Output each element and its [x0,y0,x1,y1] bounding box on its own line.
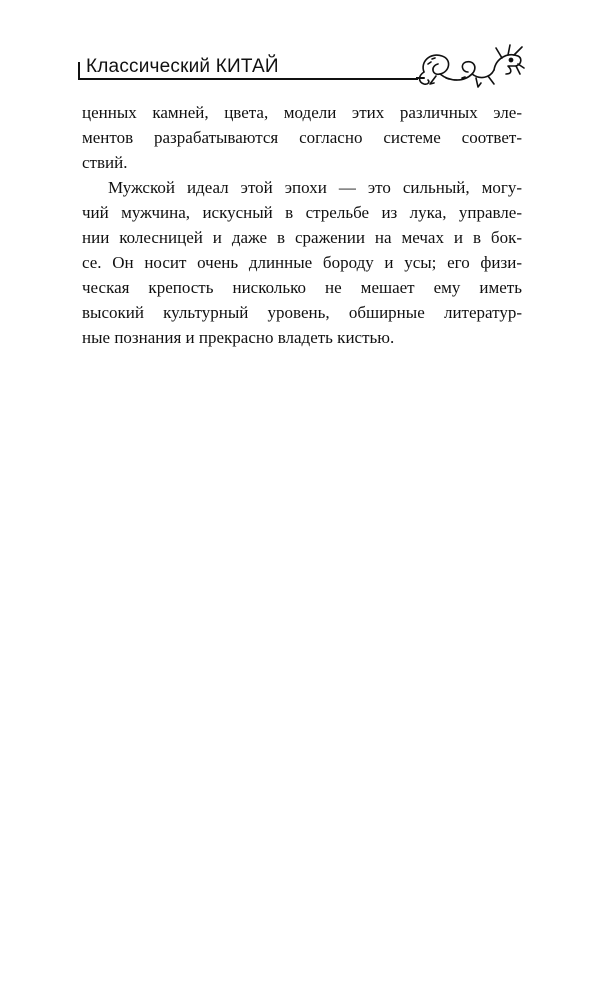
text-line: Мужской идеал этой эпохи — это сильный, могу- [108,178,522,197]
text-line: чий мужчина, искусный в стрельбе из лука, управле- [82,203,522,222]
running-header [78,42,526,90]
header-title: Классический КИТАЙ [86,56,279,77]
text-line: ментов разрабатываются согласно системе соответ- [82,128,522,147]
header-rule [78,78,418,80]
header-tick-mark [78,62,80,78]
text-line: высокий культурный уровень, обширные литератур- [82,303,522,322]
text-line: нии колесницей и даже в сражении на мечах и в бок- [82,228,522,247]
text-line: ствий. [82,153,128,172]
body-text [82,100,522,350]
text-line: ческая крепость нисколько не мешает ему иметь [82,278,522,297]
text-line: се. Он носит очень длинные бороду и усы; его физи- [82,253,522,272]
paragraph [82,175,522,350]
text-line: ные познания и прекрасно владеть кистью. [82,328,395,347]
text-line: ценных камней, цвета, модели этих различных эле- [82,103,522,122]
paragraph [82,100,522,175]
dragon-icon [416,42,526,90]
